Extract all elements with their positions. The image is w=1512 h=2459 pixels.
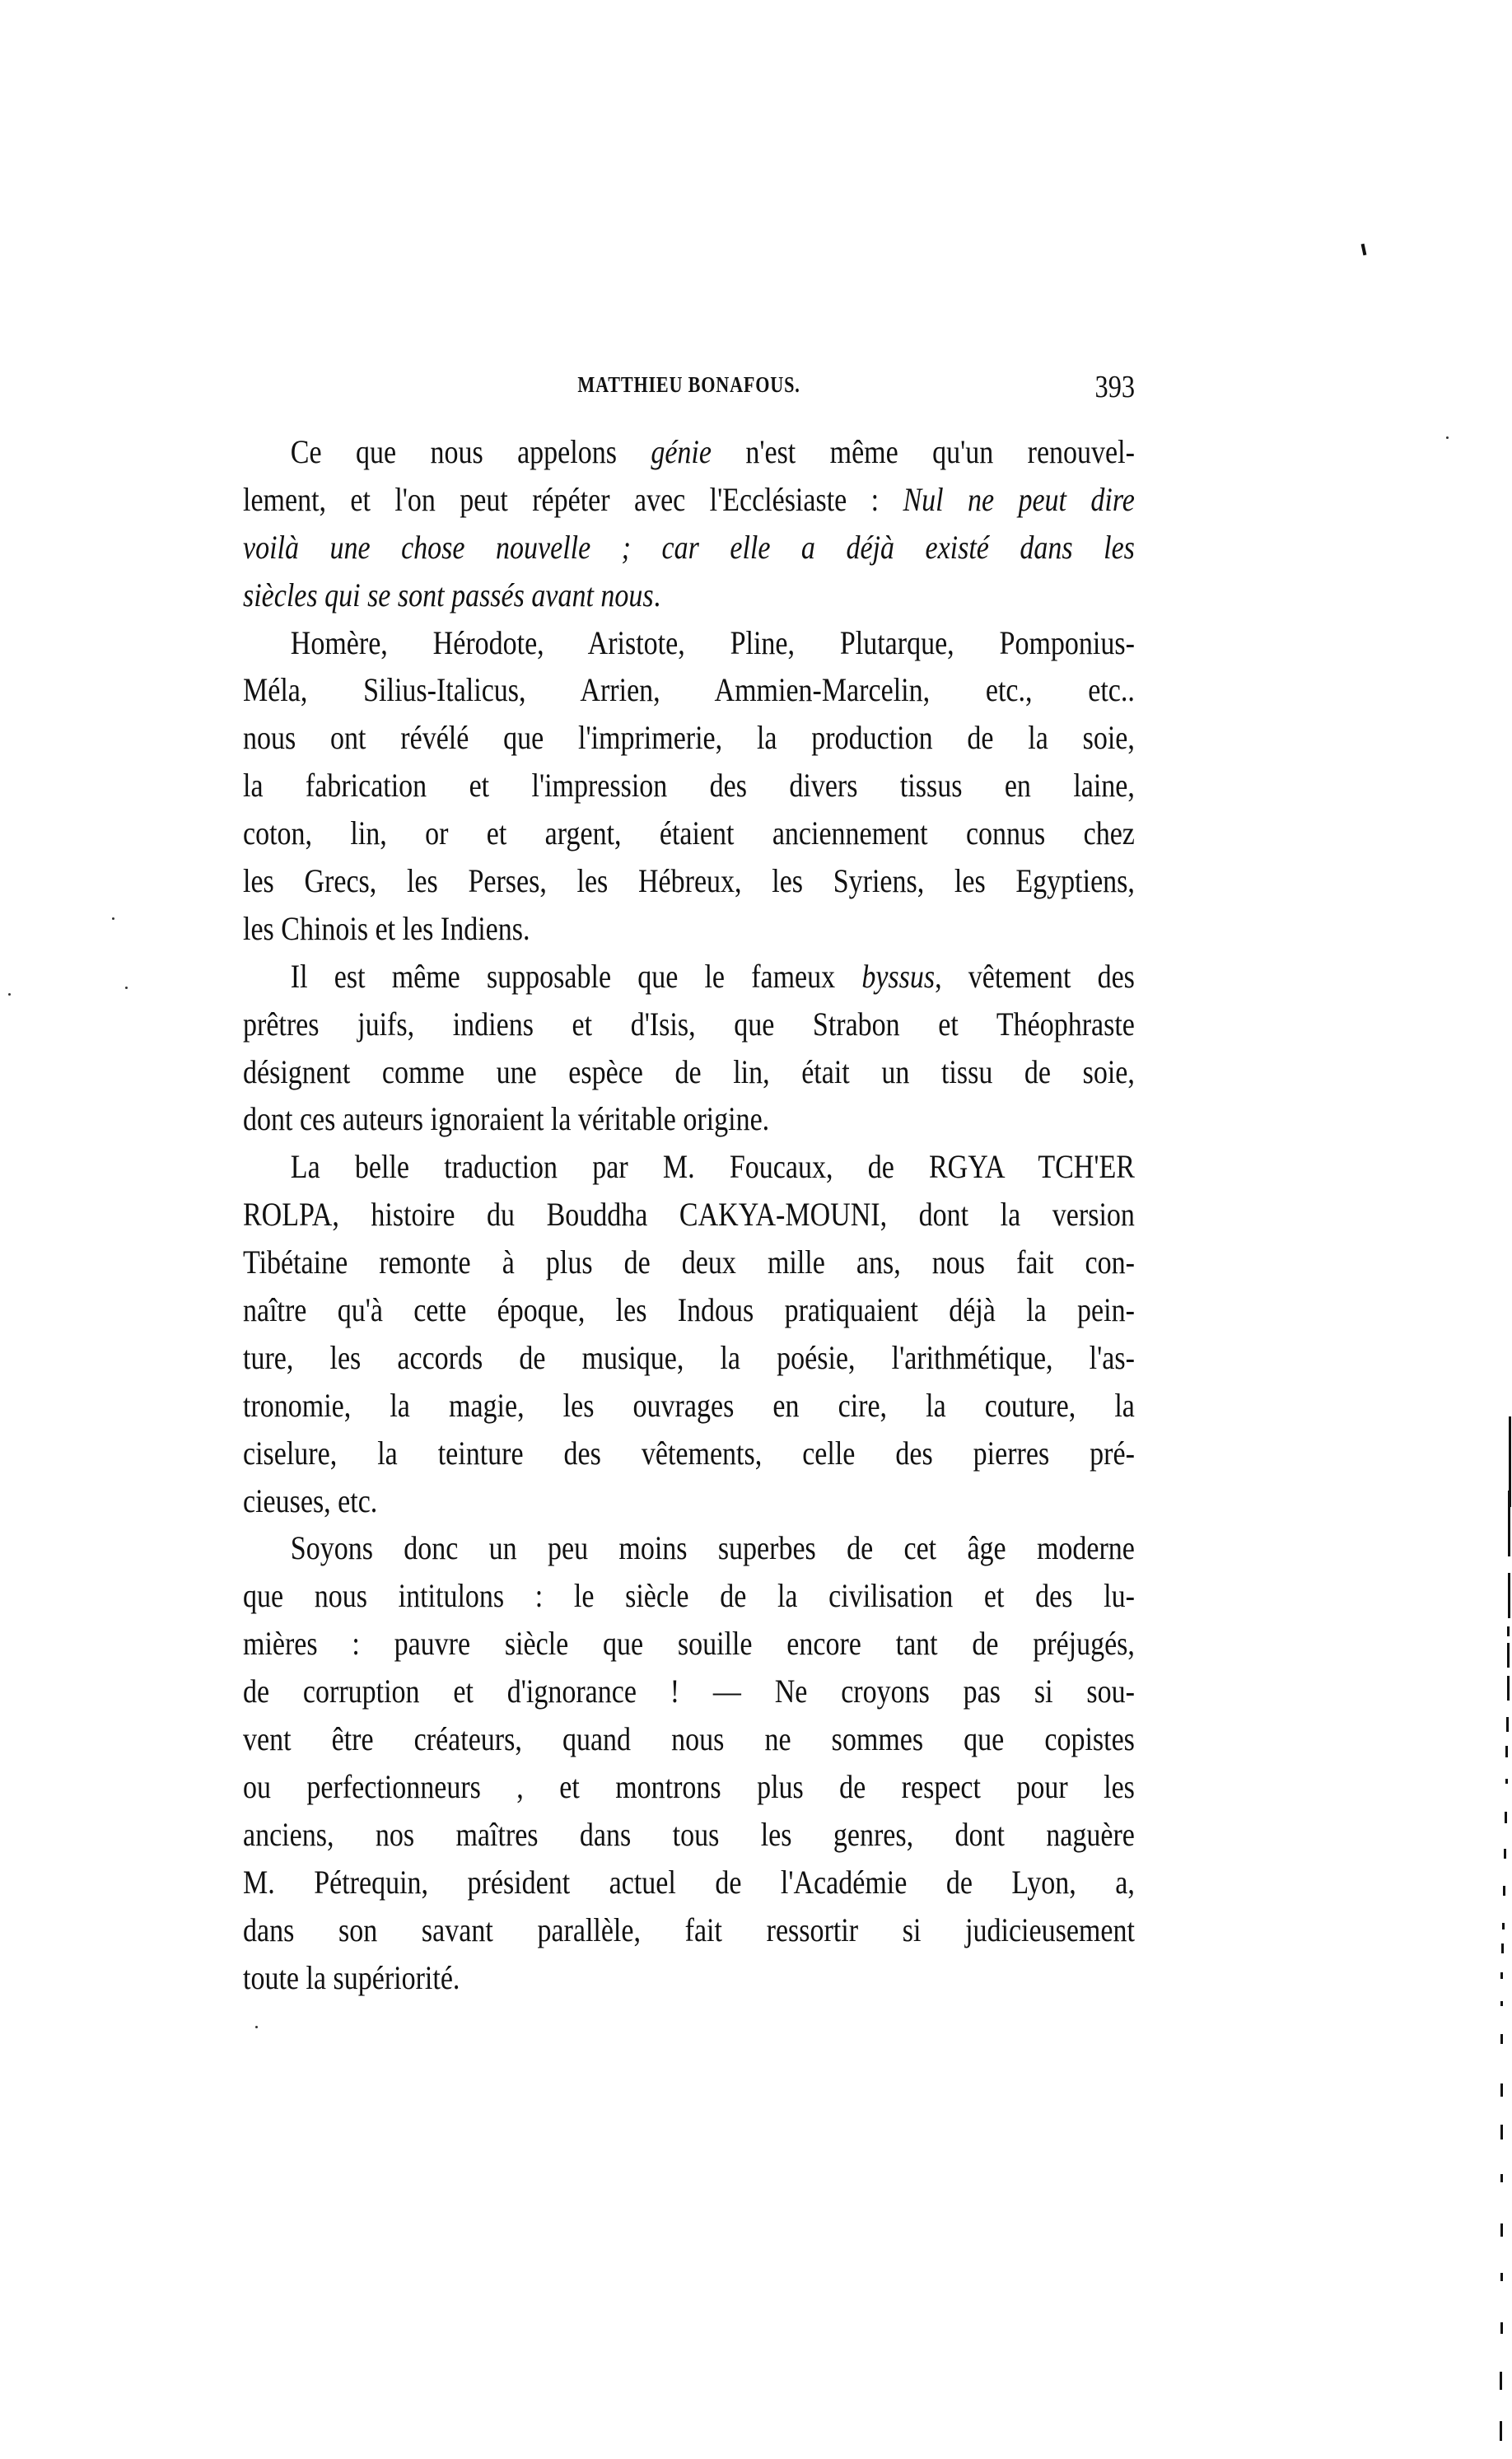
text-span: de corruption et d'ignorance ! — Ne croyons pas si sou- <box>243 1673 1135 1710</box>
italic-text: génie <box>651 433 712 470</box>
text-span: M. Pétrequin, président actuel de l'Académie de Lyon, a, <box>243 1863 1135 1901</box>
scan-edge-mark <box>1500 2083 1503 2097</box>
scan-edge-mark <box>1506 1717 1509 1732</box>
page-number: 393 <box>1094 370 1135 404</box>
running-head <box>243 372 1135 405</box>
text-line <box>243 669 1135 716</box>
text-line-content <box>243 764 1135 807</box>
scan-edge-mark <box>1500 2034 1503 2044</box>
text-line <box>243 622 1135 670</box>
text-line <box>243 478 1135 526</box>
text-line <box>243 1003 1135 1051</box>
text-line-content <box>243 1480 1135 1523</box>
text-line-content <box>243 1146 1135 1188</box>
text-line <box>243 955 1135 1003</box>
text-line <box>243 764 1135 812</box>
text-line-content <box>243 478 1135 521</box>
text-line <box>243 1957 1135 2004</box>
text-line-content <box>243 1193 1135 1236</box>
text-line <box>243 860 1135 908</box>
text-span: ou perfectionneurs , et montrons plus de respect pour les <box>243 1767 1135 1805</box>
text-line <box>243 1241 1135 1289</box>
text-line-content <box>243 1098 1135 1141</box>
scan-edge-mark <box>1504 1849 1506 1859</box>
scan-edge-mark <box>1361 244 1367 256</box>
text-span: Ce que nous appelons <box>290 433 651 470</box>
text-line <box>243 1813 1135 1861</box>
text-line <box>243 1051 1135 1099</box>
text-line <box>243 1575 1135 1622</box>
text-line-content <box>243 1051 1135 1094</box>
text-span: dans son savant parallèle, fait ressortir si judicieusement <box>243 1911 1135 1948</box>
text-span: ciselure, la teinture des vêtements, celle des pierres pré- <box>243 1434 1135 1472</box>
scan-speck <box>112 917 114 920</box>
scan-edge-mark <box>1503 1886 1505 1896</box>
text-line-content <box>243 622 1135 665</box>
text-line-content <box>243 431 1135 474</box>
text-line <box>243 1384 1135 1432</box>
text-line-content <box>243 1003 1135 1046</box>
text-span: ROLPA, histoire du Bouddha CAKYA-MOUNI, dont la version <box>243 1196 1135 1234</box>
text-line-content <box>243 955 1135 998</box>
scan-speck <box>125 987 128 989</box>
text-span: mières : pauvre siècle que souille encore tant de préjugés, <box>243 1625 1135 1663</box>
text-span: Méla, Silius-Italicus, Arrien, Ammien-Marcelin, etc., etc.. <box>243 671 1135 709</box>
scan-edge-mark <box>1505 1779 1508 1784</box>
scan-edge-mark <box>1500 2174 1503 2182</box>
text-line-content <box>243 1813 1135 1856</box>
text-line <box>243 812 1135 860</box>
text-span: Il est même supposable que le fameux <box>290 957 862 995</box>
text-line <box>243 1861 1135 1909</box>
text-line-content <box>243 1337 1135 1379</box>
italic-text: siècles qui se sont passés avant nous <box>243 576 654 614</box>
text-line-content <box>243 860 1135 903</box>
text-span: nous ont révélé que l'imprimerie, la production de la soie, <box>243 719 1135 757</box>
text-span: ture, les accords de musique, la poésie, l'arithmétique, l'as- <box>243 1338 1135 1376</box>
text-line <box>243 1622 1135 1670</box>
text-span: Soyons donc un peu moins superbes de cet âge moderne <box>290 1529 1135 1567</box>
text-line <box>243 1337 1135 1384</box>
text-span: , vêtement des <box>935 957 1135 995</box>
italic-text: voilà une chose nouvelle ; car elle a déjà existé dans les <box>243 528 1135 566</box>
text-span: vent être créateurs, quand nous ne sommes que copistes <box>243 1720 1135 1758</box>
text-span: les Chinois et les Indiens. <box>243 909 530 947</box>
text-line <box>243 431 1135 478</box>
text-line-content <box>243 1670 1135 1713</box>
text-line-content <box>243 1622 1135 1665</box>
text-line <box>243 1146 1135 1193</box>
text-span: la fabrication et l'impression des divers tissus en laine, <box>243 767 1135 805</box>
text-line-content <box>243 1909 1135 1952</box>
text-span: dont ces auteurs ignoraient la véritable origine. <box>243 1100 770 1138</box>
scan-edge-mark <box>1507 1626 1510 1636</box>
text-span: Homère, Hérodote, Aristote, Pline, Plutarque, Pomponius- <box>290 623 1135 661</box>
text-line-content <box>243 1432 1135 1475</box>
text-span: n'est même qu'un renouvel- <box>711 433 1135 470</box>
scan-speck <box>1446 436 1449 439</box>
italic-text: Nul ne peut dire <box>903 480 1135 518</box>
scan-edge-mark <box>1500 2125 1503 2139</box>
text-line <box>243 1289 1135 1337</box>
text-span: désignent comme une espèce de lin, était un tissu de soie, <box>243 1052 1135 1090</box>
text-line <box>243 1718 1135 1766</box>
text-line <box>243 1909 1135 1957</box>
running-title: MATTHIEU BONAFOUS. <box>577 372 800 397</box>
text-line <box>243 1432 1135 1480</box>
text-span: toute la supériorité. <box>243 1958 460 1996</box>
scan-edge-mark <box>1507 1643 1510 1668</box>
text-span: lement, et l'on peut répéter avec l'Ecclésiaste : <box>243 480 903 518</box>
text-line <box>243 1527 1135 1575</box>
text-line-content <box>243 1289 1135 1332</box>
text-line-content <box>243 669 1135 712</box>
scan-edge-mark <box>1508 1491 1510 1540</box>
text-line-content <box>243 908 1135 950</box>
text-span: tronomie, la magie, les ouvrages en cire, la couture, la <box>243 1386 1135 1424</box>
text-span: que nous intitulons : le siècle de la civilisation et des lu- <box>243 1577 1135 1615</box>
scan-edge-mark <box>1500 2421 1502 2441</box>
scan-edge-mark <box>1508 1573 1510 1618</box>
text-line <box>243 1480 1135 1528</box>
scan-edge-mark <box>1500 2223 1503 2237</box>
text-line-content <box>243 716 1135 759</box>
text-span: prêtres juifs, indiens et d'Isis, que Strabon et Théophraste <box>243 1005 1135 1043</box>
italic-text: byssus <box>861 957 936 995</box>
scan-edge-mark <box>1502 1923 1505 1929</box>
scan-edge-mark <box>1500 1972 1503 1979</box>
scan-speck <box>255 2026 258 2028</box>
text-line <box>243 526 1135 574</box>
text-line-content <box>243 1957 1135 1999</box>
scan-edge-mark <box>1500 2001 1503 2006</box>
text-span: Tibétaine remonte à plus de deux mille ans, nous fait con- <box>243 1243 1135 1281</box>
scan-edge-mark <box>1505 1812 1507 1823</box>
text-line-content <box>243 1575 1135 1617</box>
text-line-content <box>243 574 1135 617</box>
text-line <box>243 1766 1135 1813</box>
scan-edge-mark <box>1500 2273 1503 2281</box>
text-span: naître qu'à cette époque, les Indous pratiquaient déjà la pein- <box>243 1291 1135 1329</box>
text-line-content <box>243 1241 1135 1284</box>
text-span: cieuses, etc. <box>243 1481 378 1519</box>
text-line-content <box>243 526 1135 569</box>
text-line-content <box>243 1861 1135 1904</box>
text-line <box>243 1193 1135 1241</box>
text-span: . <box>653 576 661 614</box>
text-line-content <box>243 1766 1135 1808</box>
body-text <box>243 431 1135 2004</box>
scan-speck <box>8 993 11 996</box>
scan-edge-mark <box>1505 1746 1508 1757</box>
text-line <box>243 1670 1135 1718</box>
scan-edge-mark <box>1507 1676 1510 1701</box>
text-span: les Grecs, les Perses, les Hébreux, les Syriens, les Egyptiens, <box>243 862 1135 900</box>
text-span: La belle traduction par M. Foucaux, de RGYA TCH'ER <box>290 1148 1135 1186</box>
scan-edge-mark <box>1500 2322 1503 2334</box>
text-line-content <box>243 1384 1135 1427</box>
text-line-content <box>243 1718 1135 1761</box>
text-line-content <box>243 812 1135 855</box>
text-line <box>243 716 1135 764</box>
text-line <box>243 574 1135 622</box>
scan-edge-mark <box>1501 1943 1504 1953</box>
text-span: coton, lin, or et argent, étaient anciennement connus chez <box>243 814 1135 852</box>
text-line <box>243 908 1135 955</box>
text-line-content <box>243 1527 1135 1570</box>
text-span: anciens, nos maîtres dans tous les genres, dont naguère <box>243 1815 1135 1853</box>
scan-edge-mark <box>1500 2372 1502 2390</box>
text-line <box>243 1098 1135 1146</box>
